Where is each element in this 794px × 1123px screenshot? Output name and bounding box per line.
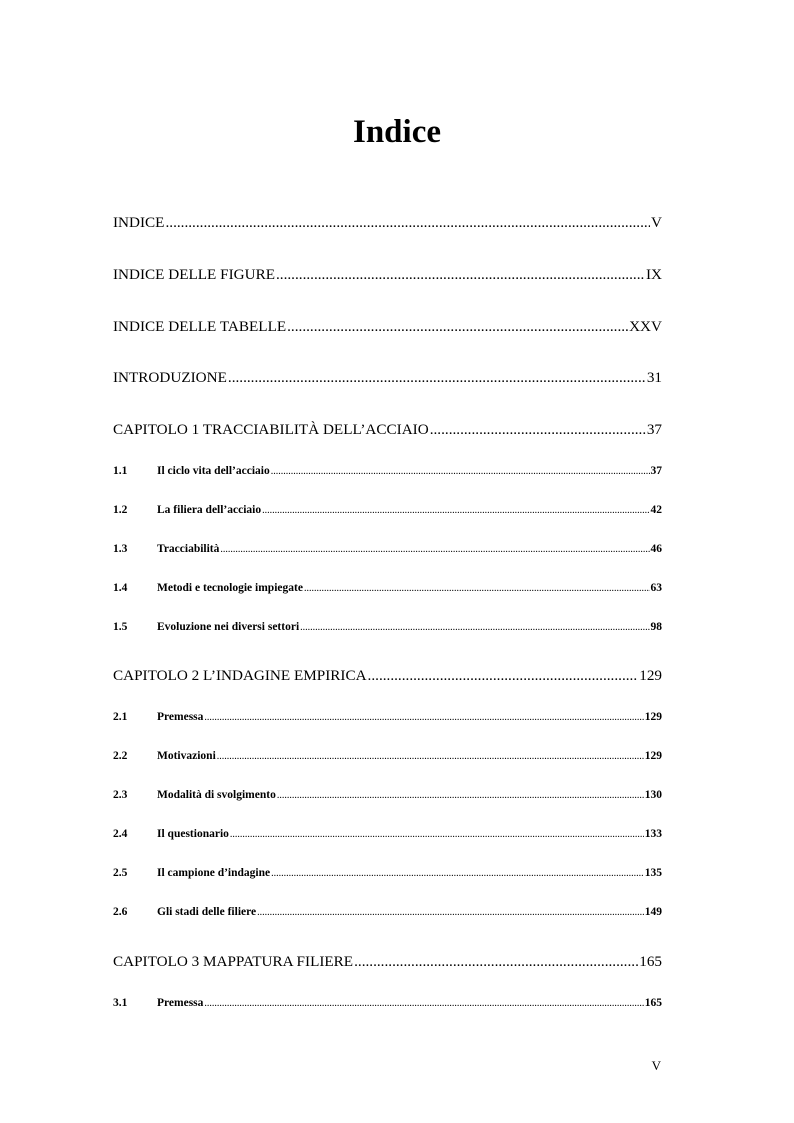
toc-entry-label: Evoluzione nei diversi settori bbox=[157, 621, 300, 633]
toc-entry-page: 130 bbox=[644, 789, 662, 801]
toc-entry-label: INDICE DELLE FIGURE bbox=[113, 266, 275, 283]
toc-entry-label: CAPITOLO 1 TRACCIABILITÀ DELL’ACCIAIO bbox=[113, 421, 429, 438]
toc-entry-number: 1.1 bbox=[113, 465, 128, 477]
toc-subentry[interactable] bbox=[113, 750, 662, 762]
page-title: Indice bbox=[352, 114, 441, 150]
toc-entry-number: 1.4 bbox=[113, 582, 128, 594]
toc-entry-page: 37 bbox=[650, 465, 662, 477]
toc-entry-number: 1.5 bbox=[113, 621, 128, 633]
toc-entry-page: 31 bbox=[646, 369, 662, 386]
toc-entry-page: 37 bbox=[646, 421, 662, 438]
toc-entry-label: Il ciclo vita dell’acciaio bbox=[157, 465, 270, 477]
toc-dot-leader bbox=[354, 953, 638, 971]
toc-entry[interactable] bbox=[113, 421, 662, 439]
toc-entry-label: Tracciabilità bbox=[157, 543, 220, 555]
toc-entry[interactable] bbox=[113, 369, 662, 387]
toc-entry[interactable] bbox=[113, 953, 662, 971]
table-of-contents bbox=[113, 0, 662, 1123]
toc-entry-page: 63 bbox=[650, 582, 662, 594]
toc-dot-leader bbox=[204, 711, 643, 723]
toc-dot-leader bbox=[271, 465, 650, 477]
toc-entry-label: Motivazioni bbox=[157, 750, 216, 762]
toc-dot-leader bbox=[257, 906, 644, 918]
toc-entry-number: 1.3 bbox=[113, 543, 128, 555]
toc-dot-leader bbox=[300, 621, 649, 633]
toc-entry[interactable] bbox=[113, 214, 662, 232]
footer-page-number: V bbox=[651, 1058, 661, 1073]
toc-entry[interactable] bbox=[113, 266, 662, 284]
toc-dot-leader bbox=[276, 266, 645, 284]
toc-entry-page: 98 bbox=[650, 621, 662, 633]
toc-entry-number: 2.3 bbox=[113, 789, 128, 801]
toc-dot-leader bbox=[262, 504, 649, 516]
toc-subentry[interactable] bbox=[113, 906, 662, 918]
toc-entry-number: 3.1 bbox=[113, 997, 128, 1009]
toc-entry-label: INDICE DELLE TABELLE bbox=[113, 318, 287, 335]
toc-entry-number: 2.5 bbox=[113, 867, 128, 879]
toc-entry-label: Premessa bbox=[157, 997, 204, 1009]
toc-entry-page: 135 bbox=[644, 867, 662, 879]
toc-entry-page: 165 bbox=[639, 953, 662, 970]
toc-subentry[interactable] bbox=[113, 867, 662, 879]
toc-subentry[interactable] bbox=[113, 543, 662, 555]
toc-subentry[interactable] bbox=[113, 582, 662, 594]
toc-entry-label: La filiera dell’acciaio bbox=[157, 504, 262, 516]
toc-entry-number: 1.2 bbox=[113, 504, 128, 516]
toc-dot-leader bbox=[165, 214, 650, 232]
toc-dot-leader bbox=[368, 667, 639, 685]
toc-entry-label: INDICE bbox=[113, 214, 165, 231]
toc-dot-leader bbox=[220, 543, 649, 555]
toc-subentry[interactable] bbox=[113, 621, 662, 633]
toc-entry-page: 46 bbox=[650, 543, 662, 555]
toc-entry-label: Il campione d’indagine bbox=[157, 867, 271, 879]
toc-subentry[interactable] bbox=[113, 504, 662, 516]
toc-entry-number: 2.2 bbox=[113, 750, 128, 762]
toc-entry-number: 2.4 bbox=[113, 828, 128, 840]
toc-entry-page: IX bbox=[645, 266, 662, 283]
toc-entry-page: 129 bbox=[644, 750, 662, 762]
toc-subentry[interactable] bbox=[113, 465, 662, 477]
toc-entry-label: Premessa bbox=[157, 711, 204, 723]
toc-entry-label: Modalità di svolgimento bbox=[157, 789, 276, 801]
toc-dot-leader bbox=[230, 828, 644, 840]
toc-subentry[interactable] bbox=[113, 997, 662, 1009]
toc-entry-page: 133 bbox=[644, 828, 662, 840]
toc-subentry[interactable] bbox=[113, 828, 662, 840]
toc-entry-number: 2.1 bbox=[113, 711, 128, 723]
toc-dot-leader bbox=[304, 582, 650, 594]
toc-dot-leader bbox=[271, 867, 644, 879]
toc-subentry[interactable] bbox=[113, 789, 662, 801]
toc-entry-label: Gli stadi delle filiere bbox=[157, 906, 257, 918]
toc-entry-page: 129 bbox=[644, 711, 662, 723]
toc-entry-label: INTRODUZIONE bbox=[113, 369, 227, 386]
toc-dot-leader bbox=[277, 789, 644, 801]
toc-dot-leader bbox=[228, 369, 646, 387]
toc-entry-page: 129 bbox=[639, 667, 662, 684]
toc-entry-label: CAPITOLO 3 MAPPATURA FILIERE bbox=[113, 953, 354, 970]
toc-entry-page: XXV bbox=[629, 318, 662, 335]
toc-dot-leader bbox=[430, 421, 646, 439]
toc-entry[interactable] bbox=[113, 667, 662, 685]
toc-subentry[interactable] bbox=[113, 711, 662, 723]
toc-entry-label: Metodi e tecnologie impiegate bbox=[157, 582, 303, 594]
toc-entry[interactable] bbox=[113, 318, 662, 336]
toc-entry-label: CAPITOLO 2 L’INDAGINE EMPIRICA bbox=[113, 667, 367, 684]
toc-entry-label: Il questionario bbox=[157, 828, 229, 840]
toc-dot-leader bbox=[287, 318, 628, 336]
toc-entry-number: 2.6 bbox=[113, 906, 128, 918]
toc-entry-page: V bbox=[651, 214, 662, 231]
toc-dot-leader bbox=[204, 997, 643, 1009]
toc-entry-page: 149 bbox=[644, 906, 662, 918]
toc-entry-page: 165 bbox=[644, 997, 662, 1009]
toc-dot-leader bbox=[217, 750, 644, 762]
toc-entry-page: 42 bbox=[650, 504, 662, 516]
